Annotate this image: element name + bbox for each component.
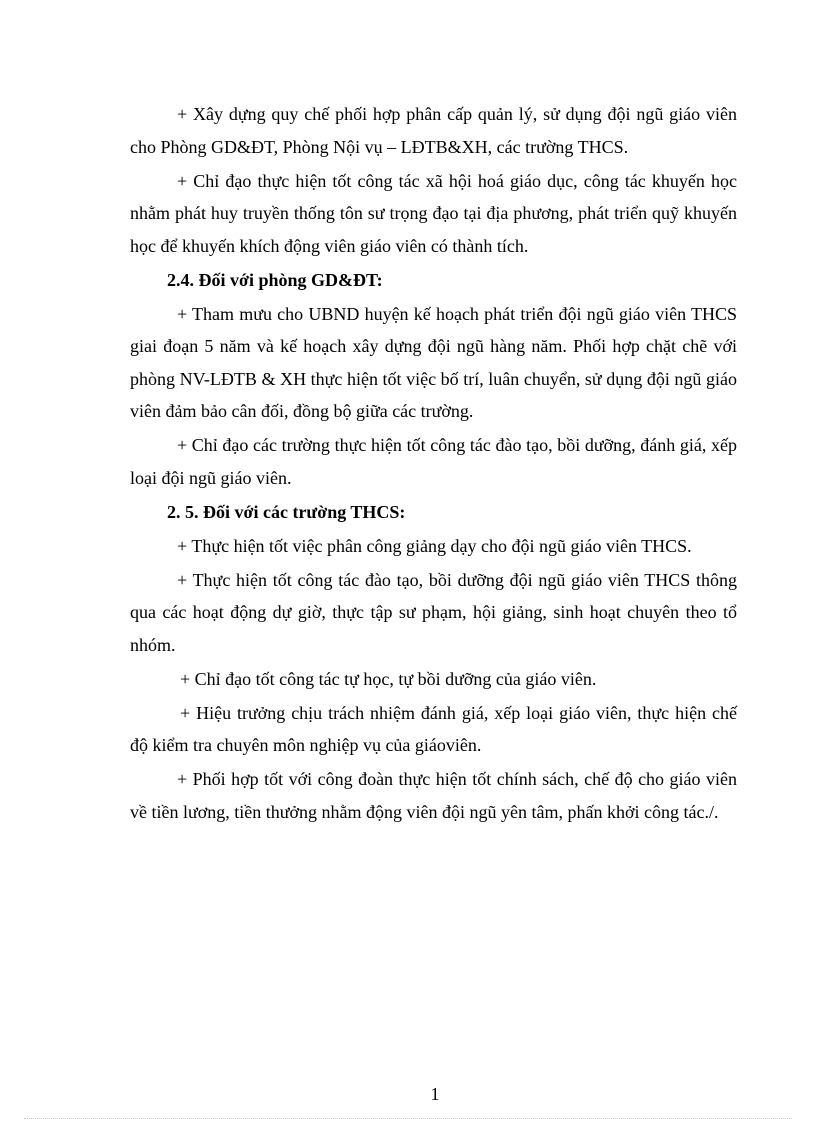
page-number: 1: [430, 1084, 440, 1104]
section-heading-phong-gddt: 2.4. Đối với phòng GD&ĐT:: [167, 269, 383, 290]
paragraph-hieu-truong: + Hiệu trưởng chịu trách nhiệm đánh giá, xếp loại giáo viên, thực hiện chế độ kiểm tra chuyên môn nghiệp vụ của giáoviên.: [130, 702, 737, 755]
paragraph-xa-hoi-hoa-giao-duc: + Chỉ đạo thực hiện tốt công tác xã hội hoá giáo dục, công tác khuyến học nhằm phát huy truyền thống tôn sư trọng đạo tại địa phương, phát triển quỹ khuyến học để khuyến khích động viên giáo viên có thành tích.: [130, 170, 737, 256]
paragraph-dao-tao-boi-duong: + Thực hiện tốt công tác đào tạo, bồi dưỡng đội ngũ giáo viên THCS thông qua các hoạt động dự giờ, thực tập sư phạm, hội giảng, sinh hoạt chuyên theo tổ nhóm.: [130, 569, 737, 655]
paragraph-phan-cong-giang-day: + Thực hiện tốt việc phân công giảng dạy cho đội ngũ giáo viên THCS.: [177, 535, 692, 556]
page-bottom-border: [24, 1118, 792, 1119]
paragraph-chi-dao-cac-truong: + Chỉ đạo các trường thực hiện tốt công tác đào tạo, bồi dưỡng, đánh giá, xếp loại đội ngũ giáo viên.: [130, 435, 737, 488]
paragraph-tu-hoc: + Chỉ đạo tốt công tác tự học, tự bồi dưỡng của giáo viên.: [180, 668, 597, 689]
document-body: [130, 98, 737, 830]
paragraph-cong-doan: + Phối hợp tốt với công đoàn thực hiện tốt chính sách, chế độ cho giáo viên về tiền lương, tiền thưởng nhằm động viên đội ngũ yên tâm, phấn khởi công tác./.: [130, 769, 737, 822]
section-heading-truong-thcs: 2. 5. Đối với các trường THCS:: [167, 501, 406, 522]
paragraph-tham-muu-ubnd: + Tham mưu cho UBND huyện kế hoạch phát triển đội ngũ giáo viên THCS giai đoạn 5 năm và kế hoạch xây dựng đội ngũ hàng năm. Phối hợp chặt chẽ với phòng NV-LĐTB & XH thực hiện tốt việc bố trí, luân chuyển, sử dụng đội ngũ giáo viên đảm bảo cân đối, đồng bộ giữa các trường.: [130, 303, 737, 421]
paragraph-quy-che-phoi-hop: + Xây dựng quy chế phối hợp phân cấp quản lý, sử dụng đội ngũ giáo viên cho Phòng GD&ĐT, Phòng Nội vụ – LĐTB&XH, các trường THCS.: [130, 104, 737, 157]
